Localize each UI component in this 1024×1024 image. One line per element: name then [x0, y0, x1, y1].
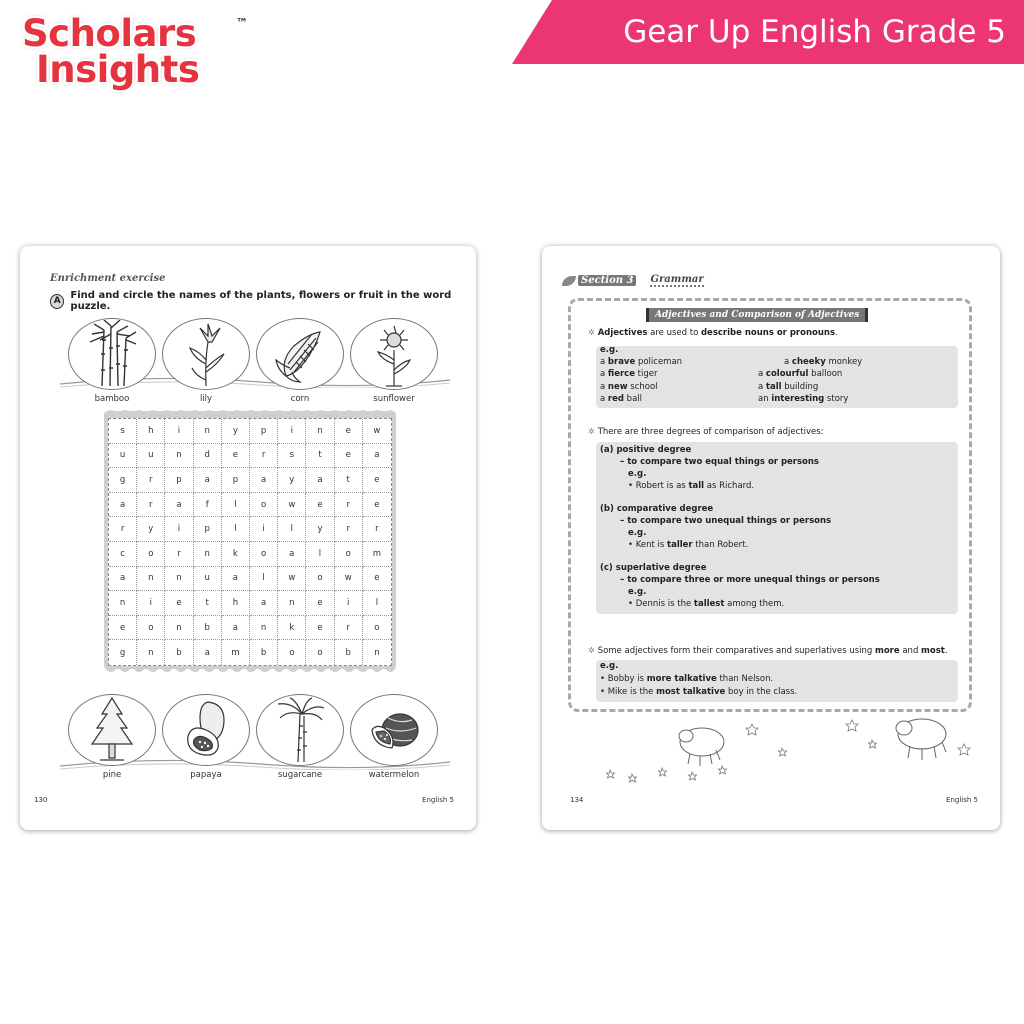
degree-eg-superlative: e.g. [628, 587, 647, 597]
degree-eg-comparative: e.g. [628, 528, 647, 538]
puzzle-cell: t [194, 591, 222, 616]
puzzle-cell: p [165, 468, 193, 493]
example-4: a new school [600, 382, 658, 392]
star-bullet-icon: ✲ [588, 646, 595, 655]
puzzle-cell: m [222, 640, 250, 665]
puzzle-cell: t [306, 444, 334, 469]
puzzle-cell: i [165, 419, 193, 444]
puzzle-cell: i [165, 517, 193, 542]
puzzle-cell: r [335, 517, 363, 542]
def-part-4: . [835, 328, 838, 338]
logo-line-2 [36, 50, 199, 90]
section-label: Section 3 [578, 275, 636, 286]
puzzle-cell: g [109, 468, 137, 493]
degree-def-positive: – to compare two equal things or persons [620, 457, 819, 467]
example-6: a red ball [600, 394, 642, 404]
puzzle-cell: e [363, 493, 391, 518]
puzzle-cell: n [109, 591, 137, 616]
puzzle-cell: e [222, 444, 250, 469]
puzzle-cell: l [250, 567, 278, 592]
puzzle-cell: r [335, 493, 363, 518]
puzzle-cell: n [165, 567, 193, 592]
puzzle-cell: n [137, 567, 165, 592]
picture-label-sunflower: sunflower [373, 394, 415, 404]
instruction-text: Find and circle the names of the plants, flowers or fruit in the word puzzle. [70, 290, 452, 312]
def-part-1: Adjectives [597, 328, 648, 338]
puzzle-cell: b [194, 616, 222, 641]
left-book-label: English 5 [422, 796, 454, 804]
definition-text [598, 328, 838, 338]
puzzle-cell: n [165, 444, 193, 469]
picture-label-pine: pine [102, 770, 122, 780]
puzzle-cell: o [250, 493, 278, 518]
puzzle-cell: r [335, 616, 363, 641]
puzzle-cell: l [222, 517, 250, 542]
eg-label-more-most: e.g. [600, 661, 619, 671]
enrichment-title: Enrichment exercise [50, 273, 166, 284]
puzzle-cell: n [194, 542, 222, 567]
puzzle-cell: w [278, 493, 306, 518]
puzzle-cell: l [363, 591, 391, 616]
puzzle-cell: o [278, 640, 306, 665]
puzzle-cell: y [278, 468, 306, 493]
puzzle-cell: n [194, 419, 222, 444]
puzzle-cell: o [137, 542, 165, 567]
puzzle-cell: p [194, 517, 222, 542]
corn-icon [272, 320, 328, 388]
puzzle-cell: u [109, 444, 137, 469]
word-puzzle-grid [108, 418, 392, 666]
title-banner [512, 0, 1024, 64]
sugarcane-icon [272, 696, 328, 764]
picture-bamboo [66, 318, 158, 394]
degree-heading-positive: (a) positive degree [600, 445, 692, 455]
star-bullet-icon: ✲ [588, 328, 595, 337]
puzzle-cell: e [335, 444, 363, 469]
puzzle-cell: w [363, 419, 391, 444]
puzzle-cell: d [194, 444, 222, 469]
puzzle-cell: a [306, 468, 334, 493]
picture-label-bamboo: bamboo [94, 394, 130, 404]
puzzle-cell: c [109, 542, 137, 567]
stars-icon [602, 762, 772, 786]
puzzle-cell: a [250, 468, 278, 493]
puzzle-cell: r [165, 542, 193, 567]
star-bullet-icon: ✲ [588, 427, 595, 436]
puzzle-cell: e [363, 468, 391, 493]
puzzle-cell: n [137, 640, 165, 665]
more-most-examples-box [596, 660, 958, 702]
picture-label-watermelon: watermelon [368, 770, 420, 780]
degrees-intro-text: There are three degrees of comparison of adjectives: [597, 427, 824, 437]
watermelon-icon [366, 696, 422, 764]
puzzle-cell: m [363, 542, 391, 567]
puzzle-cell: a [222, 616, 250, 641]
puzzle-cell: a [165, 493, 193, 518]
puzzle-cell: a [222, 567, 250, 592]
degree-example-superlative: • Dennis is the tallest among them. [628, 599, 785, 609]
degree-example-positive: • Robert is as tall as Richard. [628, 481, 755, 491]
puzzle-scallop-bottom [104, 667, 396, 677]
degree-def-comparative: – to compare two unequal things or persons [620, 516, 832, 526]
puzzle-cell: r [137, 493, 165, 518]
puzzle-cell: n [278, 591, 306, 616]
puzzle-cell: a [194, 640, 222, 665]
picture-sugarcane [254, 694, 346, 770]
puzzle-cell: e [165, 591, 193, 616]
degree-heading-comparative: (b) comparative degree [600, 504, 714, 514]
puzzle-cell: a [250, 591, 278, 616]
puzzle-cell: l [222, 493, 250, 518]
puzzle-cell: g [109, 640, 137, 665]
more-most-text: Some adjectives form their comparatives and superlatives using more and most. [597, 646, 948, 656]
puzzle-cell: t [335, 468, 363, 493]
lily-icon [178, 320, 234, 388]
more-most-rule [588, 646, 948, 656]
puzzle-cell: h [222, 591, 250, 616]
puzzle-scallop-top [104, 405, 396, 415]
degree-def-superlative: – to compare three or more unequal things or persons [620, 575, 880, 585]
left-book-page [20, 246, 476, 830]
example-7: an interesting story [758, 394, 849, 404]
puzzle-cell: k [278, 616, 306, 641]
puzzle-cell: w [335, 567, 363, 592]
example-1: a cheeky monkey [784, 357, 863, 367]
pine-tree-icon [84, 696, 140, 764]
sunflower-icon [366, 320, 422, 388]
puzzle-cell: k [222, 542, 250, 567]
puzzle-cell: f [194, 493, 222, 518]
bamboo-icon [84, 320, 140, 388]
puzzle-cell: n [165, 616, 193, 641]
picture-pine [66, 694, 158, 770]
puzzle-cell: y [137, 517, 165, 542]
example-0: a brave policeman [600, 357, 683, 367]
papaya-icon [178, 696, 234, 764]
picture-label-papaya: papaya [190, 770, 222, 780]
puzzle-cell: o [137, 616, 165, 641]
puzzle-cell: r [137, 468, 165, 493]
puzzle-cell: i [137, 591, 165, 616]
puzzle-cell: a [363, 444, 391, 469]
degree-eg-positive: e.g. [628, 469, 647, 479]
puzzle-cell: r [250, 444, 278, 469]
section-name: Grammar [650, 274, 704, 285]
eg-label: e.g. [600, 345, 619, 355]
right-book-label: English 5 [946, 796, 978, 804]
puzzle-cell: b [165, 640, 193, 665]
left-page-number: 130 [34, 796, 48, 804]
puzzle-cell: o [250, 542, 278, 567]
puzzle-cell: i [335, 591, 363, 616]
puzzle-cell: e [363, 567, 391, 592]
puzzle-cell: h [137, 419, 165, 444]
puzzle-cell: l [306, 542, 334, 567]
puzzle-cell: a [109, 493, 137, 518]
puzzle-cell: e [306, 616, 334, 641]
picture-label-lily: lily [199, 394, 213, 404]
puzzle-cell: u [194, 567, 222, 592]
puzzle-cell: y [306, 517, 334, 542]
puzzle-cell: p [250, 419, 278, 444]
degrees-box [596, 442, 958, 614]
puzzle-cell: y [222, 419, 250, 444]
puzzle-cell: p [222, 468, 250, 493]
puzzle-cell: a [194, 468, 222, 493]
degree-example-comparative: • Kent is taller than Robert. [628, 540, 749, 550]
puzzle-cell: n [374, 647, 380, 658]
grammar-box-title: Adjectives and Comparison of Adjectives [646, 308, 868, 322]
example-3: a colourful balloon [758, 369, 843, 379]
banner-title: Gear Up English Grade 5 [623, 14, 1006, 50]
puzzle-cell: b [250, 640, 278, 665]
puzzle-cell: a [278, 542, 306, 567]
picture-label-sugarcane: sugarcane [277, 770, 323, 780]
puzzle-cell: r [363, 517, 391, 542]
right-page-number: 134 [570, 796, 584, 804]
instruction-badge: A [50, 294, 64, 309]
adjectives-definition [588, 328, 838, 338]
right-book-page [542, 246, 1000, 830]
degrees-intro [588, 427, 824, 437]
logo-trademark: ™ [236, 16, 248, 30]
logo-line-1-text: Scholars [22, 12, 197, 55]
logo-line-2-text: Insights [36, 48, 200, 91]
more-most-example-1: • Mike is the most talkative boy in the class. [600, 687, 798, 697]
puzzle-cell: e [335, 419, 363, 444]
puzzle-cell: r [109, 517, 137, 542]
picture-sunflower [348, 318, 440, 394]
puzzle-cell: e [306, 493, 334, 518]
puzzle-cell: s [109, 419, 137, 444]
puzzle-cell: s [278, 444, 306, 469]
picture-corn [254, 318, 346, 394]
picture-papaya [160, 694, 252, 770]
picture-watermelon [348, 694, 440, 770]
puzzle-cell: n [250, 616, 278, 641]
degree-heading-superlative: (c) superlative degree [600, 563, 707, 573]
def-part-2: are used to [647, 328, 701, 338]
puzzle-cell: n [306, 419, 334, 444]
adjective-examples-box [596, 346, 958, 408]
puzzle-cell: l [278, 517, 306, 542]
picture-lily [160, 318, 252, 394]
example-2: a fierce tiger [600, 369, 658, 379]
puzzle-cell: o [363, 616, 391, 641]
example-5: a tall building [758, 382, 819, 392]
puzzle-cell: u [137, 444, 165, 469]
puzzle-cell: i [278, 419, 306, 444]
puzzle-cell: b [335, 640, 363, 665]
puzzle-cell: o [306, 567, 334, 592]
puzzle-cell: a [109, 567, 137, 592]
puzzle-cell: o [306, 640, 334, 665]
section-heading [562, 274, 704, 287]
instruction [50, 290, 476, 312]
puzzle-cell: i [250, 517, 278, 542]
puzzle-cell: o [335, 542, 363, 567]
puzzle-cell: w [278, 567, 306, 592]
picture-label-corn: corn [290, 394, 310, 404]
puzzle-cell: e [306, 591, 334, 616]
more-most-example-0: • Bobby is more talkative than Nelson. [600, 674, 774, 684]
def-part-3: describe nouns or pronouns [700, 328, 836, 338]
leaf-icon [562, 276, 576, 286]
puzzle-cell: e [109, 616, 137, 641]
